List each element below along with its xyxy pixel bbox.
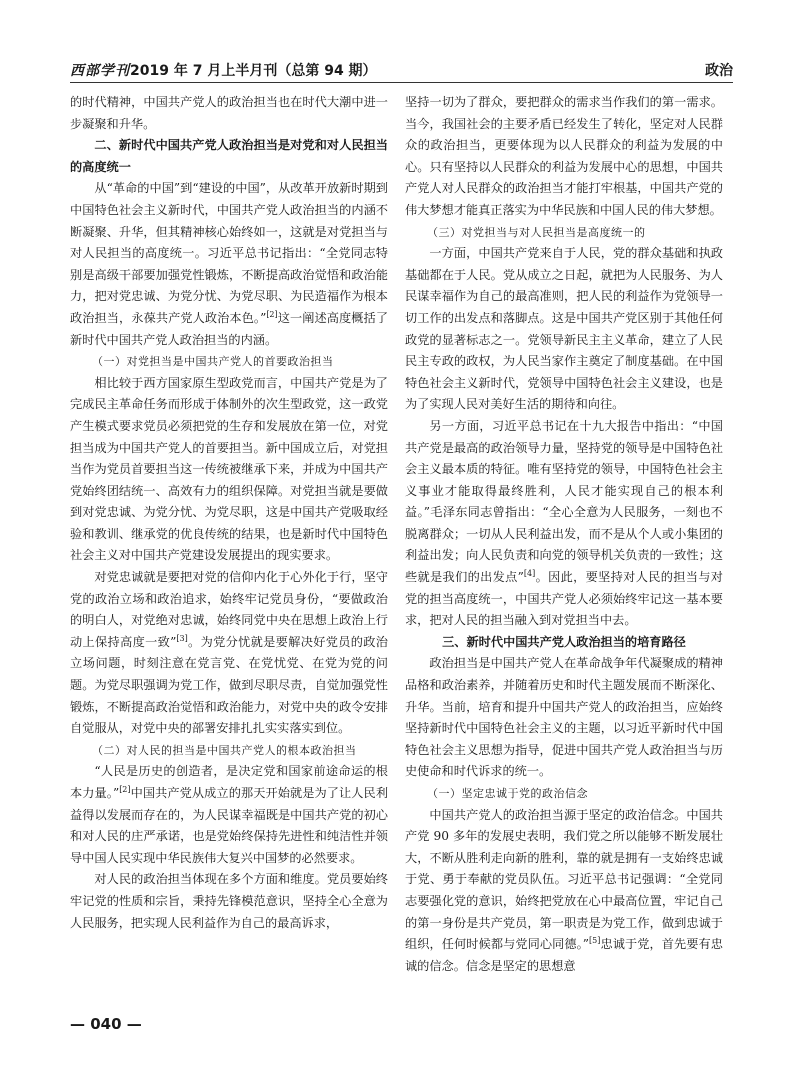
subsection-heading: （一）对党担当是中国共产党人的首要政治担当 bbox=[92, 355, 334, 369]
paragraph: 另一方面，习近平总书记在十九大报告中指出：“中国共产党是最高的政治领导力量，坚持党的领导是中国特色社会主义最本质的特征。唯有坚持党的领导，中国特色社会主义事业才能取得最终胜利，人民才能实现自己的根本利益。”毛泽东同志曾指出：“全心全意为人民服务，一刻也不脱离群众；一切从人民利益出发，而不是从个人或小集团的利益出发；向人民负责和向党的领导机关负责的一致性；这些就是我们的出发点”[4]。因此，要坚持对人民的担当与对党的担当高度统一，中国共产党人必须始终牢记这一基本要求，把对人民的担当融入到对党担当中去。 bbox=[405, 418, 723, 628]
paragraph: 一方面，中国共产党来自于人民，党的群众基础和执政基础都在于人民。党从成立之日起，就把为人民服务、为人民谋幸福作为自己的最高准则，把人民的利益作为党领导一切工作的出发点和落脚点。这是中国共产党区别于其他任何政党的显著标志之一。党领导新民主主义革命，建立了人民民主专政的政权，为人民当家作主奠定了制度基础。在中国特色社会主义新时代，党领导中国特色社会主义建设，也是为了实现人民对美好生活的期待和向往。 bbox=[405, 246, 723, 412]
right-column bbox=[405, 92, 723, 1027]
citation-ref: [3] bbox=[176, 633, 188, 643]
paragraph: 对党忠诚就是要把对党的信仰内化于心外化于行，坚守党的政治立场和政治追求，始终牢记党员身份，“要做政治的明白人，对党绝对忠诚，始终同党中央在思想上政治上行动上保持高度一致”[3]。为党分忧就是要解决好党员的政治立场问题，时刻注意在党言党、在党忧党、在党为党的问题。为党尽职强调为党工作，做到尽职尽责，自觉加强党性锻炼，不断提高政治觉悟和政治能力，对党中央的政令安排自觉服从，对党中央的部署安排扎扎实实落实到位。 bbox=[70, 570, 388, 736]
paragraph: 坚持一切为了群众，要把群众的需求当作我们的第一需求。当今，我国社会的主要矛盾已经发生了转化，坚定对人民群众的政治担当，更要体现为以人民群众的利益为发展的中心。只有坚持以人民群众的利益为发展中心的思想，中国共产党人对人民群众的政治担当才能打牢根基，中国共产党的伟大梦想才能真正落实为中华民族和中国人民的伟大梦想。 bbox=[405, 95, 723, 217]
citation-ref: [2] bbox=[266, 309, 278, 319]
page-number: — 040 — bbox=[70, 1015, 142, 1033]
paragraph: 的时代精神，中国共产党人的政治担当也在时代大潮中进一步凝聚和升华。 bbox=[70, 95, 388, 131]
citation-ref: [4] bbox=[523, 569, 536, 578]
journal-logo: 西部学刊 bbox=[70, 63, 130, 79]
paragraph: 相比较于西方国家原生型政党而言，中国共产党是为了完成民主革命任务而形成于体制外的次生型政党，这一政党产生模式要求党员必须把党的生存和发展放在第一位，对党担当成为中国共产党人的首要担当。新中国成立后，对党担当作为党员首要担当这一传统被继承下来，并成为中国共产党始终团结统一、高效有力的组织保障。对党担当就是要做到对党忠诚、为党分忧、为党尽职，这是中国共产党吸取经验和教训、继承党的优良传统的结果，也是新时代中国特色社会主义对中国共产党建设发展提出的现实要求。 bbox=[70, 375, 388, 563]
left-column bbox=[70, 92, 388, 1027]
running-header bbox=[70, 58, 733, 83]
citation-ref: [5] bbox=[589, 936, 601, 946]
section-heading: 三、新时代中国共产党人政治担当的培育路径 bbox=[442, 634, 686, 649]
paragraph: 政治担当是中国共产党人在革命战争年代凝聚成的精神品格和政治素养，并随着历史和时代主题发展而不断深化、升华。当前，培育和提升中国共产党人的政治担当，应始终坚持新时代中国特色社会主义的主题，以习近平新时代中国特色社会主义思想为指导，促进中国共产党人政治担当与历史使命和时代诉求的统一。 bbox=[405, 656, 723, 779]
paragraph: 对人民的政治担当体现在多个方面和维度。党员要始终牢记党的性质和宗旨，秉持先锋模范意识，坚持全心全意为人民服务，把实现人民利益作为自己的最高诉求， bbox=[70, 872, 388, 930]
section-label: 政治 bbox=[705, 63, 733, 79]
paragraph: 从“革命的中国”到“建设的中国”，从改革开放新时期到中国特色社会主义新时代，中国共产党人政治担当的内涵不断凝聚、升华，但其精神核心始终如一，这就是对党担当与对人民担当的高度统一。习近平总书记指出：“全党同志特别是高级干部要加强党性锻炼，不断提高政治觉悟和政治能力，把对党忠诚、为党分忧、为党尽职、为民造福作为根本政治担当，永葆共产党人政治本色。”[2]这一阐述高度概括了新时代中国共产党人政治担当的内涵。 bbox=[70, 181, 388, 347]
issue-info: 2019 年 7 月上半月刊（总第 94 期） bbox=[130, 63, 377, 79]
paragraph: 中国共产党人的政治担当源于坚定的政治信念。中国共产党 90 多年的发展史表明，我们党之所以能够不断发展壮大，不断从胜利走向新的胜利，靠的就是拥有一支始终忠诚于党、勇于奉献的党员队伍。习近平总书记强调：“全党同志要强化党的意识，始终把党放在心中最高位置，牢记自己的第一身份是共产党员，第一职责是为党工作，做到忠诚于组织，任何时候都与党同心同德。”[5]忠诚于党，首先要有忠诚的信念。信念是坚定的思想意 bbox=[405, 807, 723, 973]
subsection-heading: （三）对党担当与对人民担当是高度统一的 bbox=[427, 225, 646, 239]
subsection-heading: （二）对人民的担当是中国共产党人的根本政治担当 bbox=[92, 743, 357, 757]
subsection-heading: （一）坚定忠诚于党的政治信念 bbox=[427, 787, 588, 800]
citation-ref: [2] bbox=[119, 784, 131, 794]
section-heading: 二、新时代中国共产党人政治担当是对党和对人民担当的高度统一 bbox=[70, 138, 388, 174]
paragraph: “人民是历史的创造者，是决定党和国家前途命运的根本力量。”[2]中国共产党从成立的那天开始就是为了让人民利益得以发展而存在的，为人民谋幸福既是中国共产党的初心和对人民的庄严承诺，也是党始终保持先进性和纯洁性并领导中国人民实现中华民族伟大复兴中国梦的必然要求。 bbox=[70, 764, 388, 865]
journal-info bbox=[70, 60, 377, 80]
